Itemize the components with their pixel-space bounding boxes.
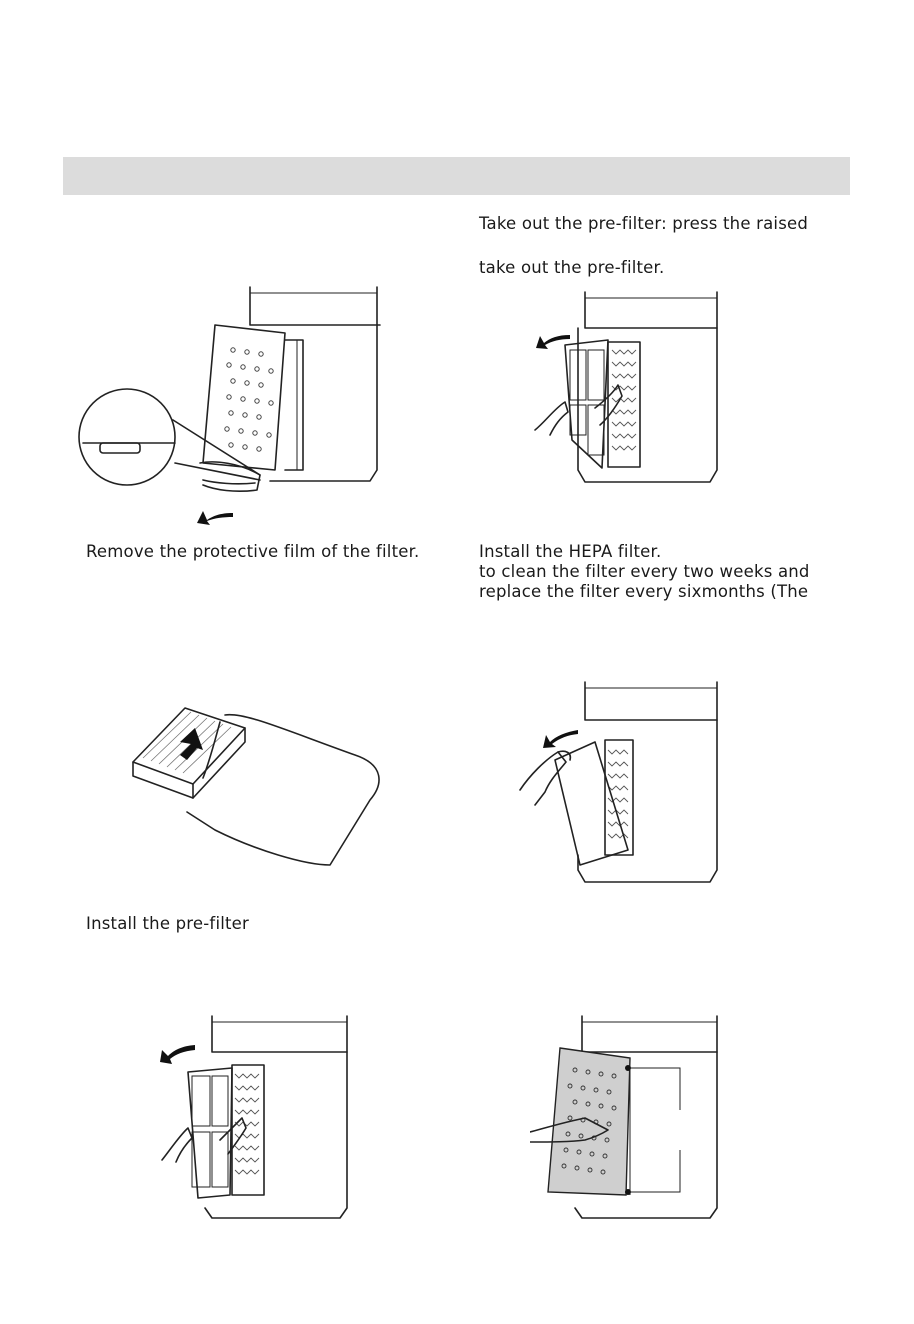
figure-take-out-prefilter [530,290,730,490]
step-install-hepa-line1: Install the HEPA filter. [479,542,662,561]
figure-cover-installed [530,1010,730,1220]
step-install-hepa-line2: to clean the filter every two weeks and [479,562,810,581]
figure-install-prefilter [150,1010,355,1220]
step-take-out-line2: take out the pre-filter. [479,258,665,277]
step-remove-film: Remove the protective film of the filter. [86,542,420,561]
figure-filter-film [125,700,395,875]
section-header-bar [63,157,850,195]
step-install-prefilter: Install the pre-filter [86,914,250,933]
figure-install-hepa [510,680,725,890]
step-install-hepa-line3: replace the filter every sixmonths (The [479,582,809,601]
figure-press-latch [75,285,395,525]
step-take-out-line1: Take out the pre-filter: press the raised [479,214,809,233]
